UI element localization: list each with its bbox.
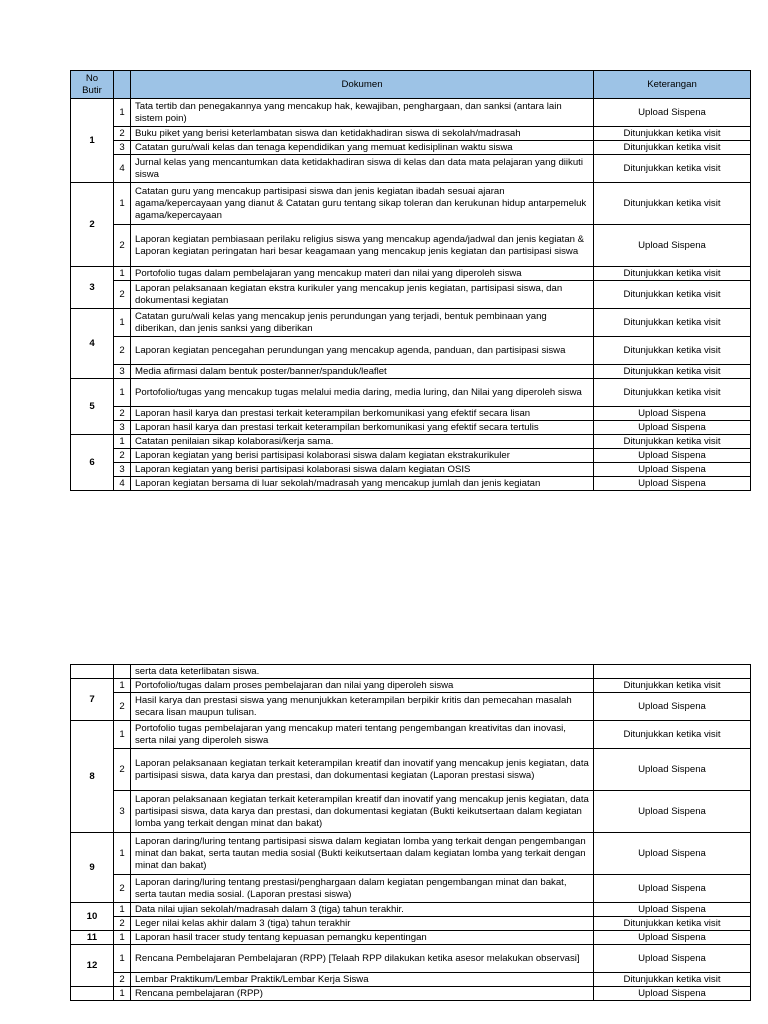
table-row	[71, 435, 751, 449]
document-description: Portofolio tugas pembelajaran yang mencakup materi tentang pengembangan kreativitas dan inovasi, serta nilai yang diperoleh siswa	[131, 721, 594, 749]
keterangan-status: Ditunjukkan ketika visit	[594, 917, 751, 931]
keterangan-status: Upload Sispena	[594, 833, 751, 875]
table-row	[71, 379, 751, 407]
item-number: 2	[114, 973, 131, 987]
table-row	[71, 337, 751, 365]
item-number: 2	[114, 449, 131, 463]
item-number: 2	[114, 127, 131, 141]
table-row	[71, 749, 751, 791]
table-row	[71, 141, 751, 155]
table-row	[71, 945, 751, 973]
keterangan-status: Upload Sispena	[594, 945, 751, 973]
keterangan-status: Ditunjukkan ketika visit	[594, 127, 751, 141]
keterangan-status: Upload Sispena	[594, 903, 751, 917]
table-row	[71, 463, 751, 477]
keterangan-status: Ditunjukkan ketika visit	[594, 267, 751, 281]
keterangan-status: Ditunjukkan ketika visit	[594, 309, 751, 337]
item-number	[114, 665, 131, 679]
header-sub-blank	[114, 71, 131, 99]
item-number: 2	[114, 749, 131, 791]
item-number: 2	[114, 693, 131, 721]
keterangan-status: Upload Sispena	[594, 463, 751, 477]
item-number: 1	[114, 309, 131, 337]
document-description: Laporan pelaksanaan kegiatan terkait keterampilan kreatif dan inovatif yang mencakup jenis kegiatan, data partisipasi siswa, data karya dan prestasi, dan dokumentasi kegiatan (Laporan prestasi siswa)	[131, 749, 594, 791]
butir-number: 2	[71, 183, 114, 267]
header-dokumen: Dokumen	[131, 71, 594, 99]
butir-number: 4	[71, 309, 114, 379]
header-keterangan: Keterangan	[594, 71, 751, 99]
document-description: Laporan daring/luring tentang partisipasi siswa dalam kegiatan lomba yang terkait dengan pengembangan minat dan bakat, serta tautan media sosial (Bukti keikutsertaan dalam kegiatan lomba yang terkait dengan minat dan bakat)	[131, 833, 594, 875]
butir-number: 8	[71, 721, 114, 833]
document-description: Rencana Pembelajaran Pembelajaran (RPP) [Telaah RPP dilakukan ketika asesor melakukan observasi]	[131, 945, 594, 973]
item-number: 1	[114, 903, 131, 917]
keterangan-status: Ditunjukkan ketika visit	[594, 679, 751, 693]
item-number: 3	[114, 421, 131, 435]
keterangan-status: Upload Sispena	[594, 749, 751, 791]
keterangan-status: Upload Sispena	[594, 693, 751, 721]
item-number: 4	[114, 155, 131, 183]
keterangan-status: Ditunjukkan ketika visit	[594, 337, 751, 365]
document-description: Laporan pelaksanaan kegiatan terkait keterampilan kreatif dan inovatif yang mencakup jenis kegiatan, data partisipasi siswa, data karya dan prestasi, dan dokumentasi kegiatan (Bukti keikutsertaan dalam kegiatan lomba yang terkait dengan minat dan bakat)	[131, 791, 594, 833]
table-row	[71, 791, 751, 833]
butir-number: 3	[71, 267, 114, 309]
butir-number	[71, 987, 114, 1001]
butir-number: 5	[71, 379, 114, 435]
item-number: 2	[114, 407, 131, 421]
item-number: 1	[114, 945, 131, 973]
keterangan-status: Ditunjukkan ketika visit	[594, 281, 751, 309]
table-row	[71, 407, 751, 421]
document-description: Laporan kegiatan pembiasaan perilaku religius siswa yang mencakup agenda/jadwal dan jenis kegiatan & Laporan kegiatan peringatan hari besar keagamaan yang mencakup jenis kegiatan dan partisipasi siswa	[131, 225, 594, 267]
document-description: Media afirmasi dalam bentuk poster/banner/spanduk/leaflet	[131, 365, 594, 379]
table-row	[71, 679, 751, 693]
item-number: 4	[114, 477, 131, 491]
item-number: 3	[114, 141, 131, 155]
item-number: 1	[114, 931, 131, 945]
table-row	[71, 833, 751, 875]
document-description: Laporan hasil karya dan prestasi terkait keterampilan berkomunikasi yang efektif secara tertulis	[131, 421, 594, 435]
document-description: Catatan guru/wali kelas yang mencakup jenis perundungan yang terjadi, bentuk pembinaan yang diberikan, dan jenis sanksi yang diberikan	[131, 309, 594, 337]
table-row	[71, 973, 751, 987]
keterangan-status: Upload Sispena	[594, 791, 751, 833]
table-row	[71, 309, 751, 337]
document-description: Catatan penilaian sikap kolaborasi/kerja sama.	[131, 435, 594, 449]
table-row	[71, 931, 751, 945]
butir-number: 1	[71, 99, 114, 183]
document-description: Laporan hasil tracer study tentang kepuasan pemangku kepentingan	[131, 931, 594, 945]
table-row	[71, 875, 751, 903]
item-number: 2	[114, 917, 131, 931]
item-number: 1	[114, 99, 131, 127]
item-number: 1	[114, 183, 131, 225]
table-row	[71, 225, 751, 267]
keterangan-status: Ditunjukkan ketika visit	[594, 721, 751, 749]
butir-number: 6	[71, 435, 114, 491]
keterangan-status	[594, 665, 751, 679]
item-number: 3	[114, 365, 131, 379]
keterangan-status: Upload Sispena	[594, 477, 751, 491]
document-description: Catatan guru yang mencakup partisipasi siswa dan jenis kegiatan ibadah sesuai ajaran agama/kepercayaan yang dianut & Catatan guru tentang sikap toleran dan kerukunan hidup antarpemeluk agama/kepercayaan	[131, 183, 594, 225]
keterangan-status: Upload Sispena	[594, 421, 751, 435]
document-description: Laporan hasil karya dan prestasi terkait keterampilan berkomunikasi yang efektif secara lisan	[131, 407, 594, 421]
item-number: 1	[114, 267, 131, 281]
keterangan-status: Upload Sispena	[594, 407, 751, 421]
document-description: Laporan kegiatan pencegahan perundungan yang mencakup agenda, panduan, dan partisipasi siswa	[131, 337, 594, 365]
document-table-1	[70, 70, 751, 491]
keterangan-status: Ditunjukkan ketika visit	[594, 435, 751, 449]
keterangan-status: Upload Sispena	[594, 987, 751, 1001]
table-row	[71, 421, 751, 435]
document-description: Laporan pelaksanaan kegiatan ekstra kurikuler yang mencakup jenis kegiatan, partisipasi siswa, dan dokumentasi kegiatan	[131, 281, 594, 309]
table-row	[71, 155, 751, 183]
document-description: Buku piket yang berisi keterlambatan siswa dan ketidakhadiran siswa di sekolah/madrasah	[131, 127, 594, 141]
keterangan-status: Upload Sispena	[594, 875, 751, 903]
butir-number: 11	[71, 931, 114, 945]
table-header-row	[71, 71, 751, 99]
butir-number: 12	[71, 945, 114, 987]
keterangan-status: Ditunjukkan ketika visit	[594, 155, 751, 183]
keterangan-status: Upload Sispena	[594, 99, 751, 127]
document-description: Portofolio/tugas dalam proses pembelajaran dan nilai yang diperoleh siswa	[131, 679, 594, 693]
document-description: Jurnal kelas yang mencantumkan data ketidakhadiran siswa di kelas dan data mata pelajaran yang diikuti siswa	[131, 155, 594, 183]
table-row	[71, 365, 751, 379]
item-number: 1	[114, 435, 131, 449]
table-row	[71, 183, 751, 225]
document-description: Laporan kegiatan yang berisi partisipasi kolaborasi siswa dalam kegiatan ekstrakurikuler	[131, 449, 594, 463]
table-row	[71, 127, 751, 141]
table-row	[71, 903, 751, 917]
table-row	[71, 449, 751, 463]
table-row	[71, 665, 751, 679]
header-no-butir: No Butir	[71, 71, 114, 99]
item-number: 3	[114, 791, 131, 833]
keterangan-status: Ditunjukkan ketika visit	[594, 379, 751, 407]
butir-number	[71, 665, 114, 679]
document-description: Portofolio tugas dalam pembelajaran yang mencakup materi dan nilai yang diperoleh siswa	[131, 267, 594, 281]
item-number: 3	[114, 463, 131, 477]
item-number: 1	[114, 379, 131, 407]
document-description: Rencana pembelajaran (RPP)	[131, 987, 594, 1001]
document-description: Catatan guru/wali kelas dan tenaga kependidikan yang memuat kedisiplinan waktu siswa	[131, 141, 594, 155]
item-number: 1	[114, 833, 131, 875]
butir-number: 9	[71, 833, 114, 903]
table-row	[71, 99, 751, 127]
item-number: 1	[114, 987, 131, 1001]
table-row	[71, 693, 751, 721]
keterangan-status: Upload Sispena	[594, 449, 751, 463]
item-number: 2	[114, 875, 131, 903]
table-row	[71, 477, 751, 491]
keterangan-status: Ditunjukkan ketika visit	[594, 973, 751, 987]
item-number: 2	[114, 337, 131, 365]
butir-number: 10	[71, 903, 114, 931]
document-table-2	[70, 664, 751, 1001]
document-description: Data nilai ujian sekolah/madrasah dalam 3 (tiga) tahun terakhir.	[131, 903, 594, 917]
item-number: 2	[114, 225, 131, 267]
document-description: serta data keterlibatan siswa.	[131, 665, 594, 679]
item-number: 1	[114, 679, 131, 693]
document-description: Laporan kegiatan bersama di luar sekolah/madrasah yang mencakup jumlah dan jenis kegiatan	[131, 477, 594, 491]
keterangan-status: Ditunjukkan ketika visit	[594, 183, 751, 225]
table-row	[71, 281, 751, 309]
keterangan-status: Ditunjukkan ketika visit	[594, 141, 751, 155]
keterangan-status: Upload Sispena	[594, 225, 751, 267]
table-row	[71, 987, 751, 1001]
document-description: Laporan kegiatan yang berisi partisipasi kolaborasi siswa dalam kegiatan OSIS	[131, 463, 594, 477]
document-description: Hasil karya dan prestasi siswa yang menunjukkan keterampilan berpikir kritis dan pemecahan masalah secara lisan maupun tulisan.	[131, 693, 594, 721]
document-description: Leger nilai kelas akhir dalam 3 (tiga) tahun terakhir	[131, 917, 594, 931]
keterangan-status: Ditunjukkan ketika visit	[594, 365, 751, 379]
butir-number: 7	[71, 679, 114, 721]
keterangan-status: Upload Sispena	[594, 931, 751, 945]
table-row	[71, 917, 751, 931]
document-description: Tata tertib dan penegakannya yang mencakup hak, kewajiban, penghargaan, dan sanksi (antara lain sistem poin)	[131, 99, 594, 127]
item-number: 2	[114, 281, 131, 309]
document-description: Portofolio/tugas yang mencakup tugas melalui media daring, media luring, dan Nilai yang diperoleh siswa	[131, 379, 594, 407]
table-row	[71, 721, 751, 749]
document-description: Lembar Praktikum/Lembar Praktik/Lembar Kerja Siswa	[131, 973, 594, 987]
item-number: 1	[114, 721, 131, 749]
document-description: Laporan daring/luring tentang prestasi/penghargaan dalam kegiatan pengembangan minat dan bakat, serta tautan media sosial. (Laporan prestasi siswa)	[131, 875, 594, 903]
table-row	[71, 267, 751, 281]
